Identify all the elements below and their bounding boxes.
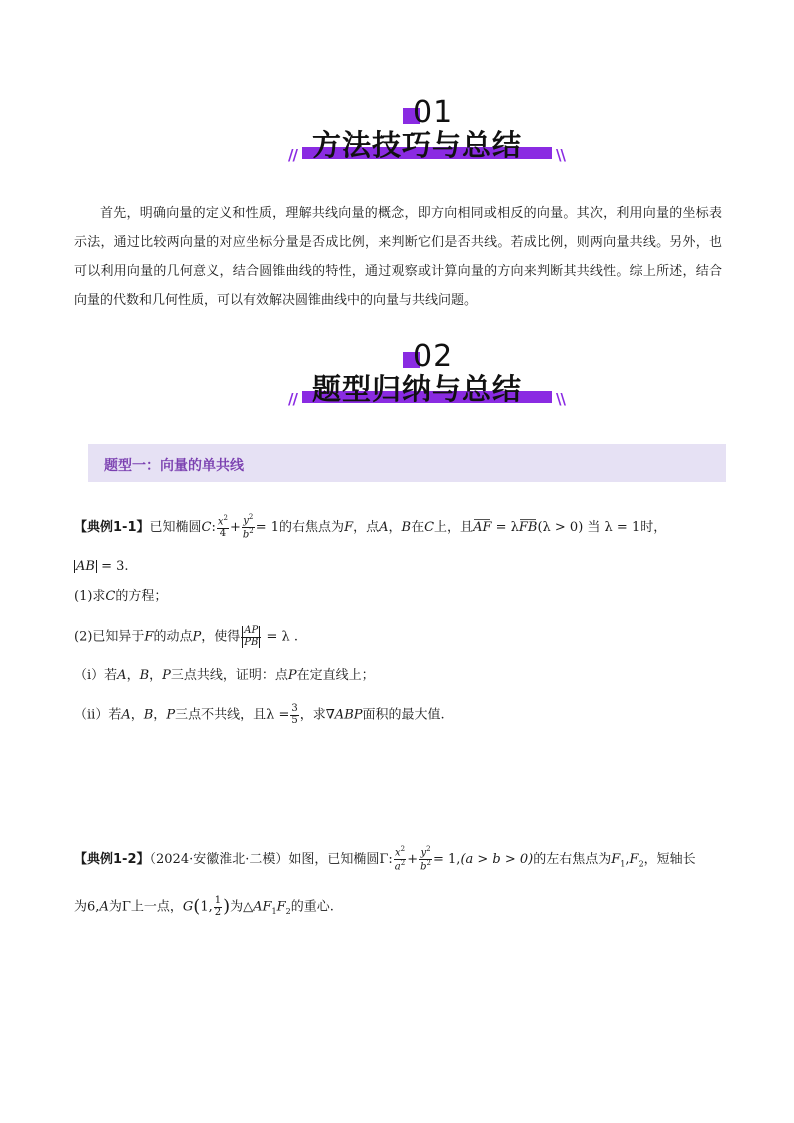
fraction-1-2: $\frac{1}{2}$ — [214, 895, 222, 918]
example1-line2: AB = 3. — [76, 559, 129, 574]
example1-line1: 【典例1-1】已知椭圆C: $\frac{x^2}{4}$ + $\frac{y^2}{b^2}$ = 1的右焦点为F，点A，B在C上，且AF = λFB(λ > 0) 当 λ = 1时， — [74, 513, 667, 541]
intro-paragraph: 首先，明确向量的定义和性质，理解共线向量的概念，即方向相同或相反的向量。其次，利用向量的坐标表示法，通过比较两向量的对应坐标分量是否成比例，来判断它们是否共线。若成比例，则两向量共线。另外，也可以利用向量的几何意义，结合圆锥曲线的特性，通过观察或计算向量的方向来判断其共线性。综上所述，结合向量的代数和几何性质，可以有效解决圆锥曲线中的向量与共线问题。 — [74, 206, 722, 308]
example1-q2: (2)已知异于F的动点P，使得 $\frac{AP}{PB}$ = λ . — [74, 625, 298, 648]
example1-q1: (1)求C的方程； — [74, 589, 168, 604]
section2-number: 02 — [413, 339, 454, 374]
section2-slash-left: // — [288, 390, 297, 408]
section2-slash-right: \\ — [556, 390, 565, 408]
topic1-label: 题型一：向量的单共线 — [104, 458, 244, 474]
section2-title: 题型归纳与总结 — [312, 372, 523, 406]
section1-slash-left: // — [288, 146, 297, 164]
vector-FB: FB — [518, 519, 538, 535]
example2-line2: 为6,A为Γ上一点，G(1, $\frac{1}{2}$ )为$\triangle AF_1F_2$的重心. — [74, 895, 334, 918]
example2-line1: 【典例1-2】（2024·安徽淮北·二模）如图，已知椭圆Γ: $\frac{x^2}{a^2}$ + $\frac{y^2}{b^2}$ = 1,(a > b > 0)的左右焦点为$F_1,F_2$，短轴长 — [74, 845, 696, 873]
example1-sub-i: （i）若A，B，P三点共线，证明：点P在定直线上； — [74, 668, 375, 683]
example1-tag: 【典例1-1】 — [74, 519, 150, 535]
fraction-y2-b2: $\frac{y^2}{b^2}$ — [242, 513, 254, 541]
example2-tag: 【典例1-2】 — [74, 851, 150, 867]
vector-AF: AF — [473, 519, 492, 535]
fraction-AP-PB: $\frac{AP}{PB}$ — [241, 626, 261, 648]
fraction-3-5: $\frac{3}{5}$ — [291, 703, 298, 726]
example1-sub-ii: （ii）若A，B，P三点不共线，且λ = $\frac{3}{5}$ ，求∇ABP面积的最大值. — [74, 703, 445, 726]
abs-AB: AB — [76, 559, 95, 574]
section1-number: 01 — [413, 95, 454, 130]
section1-title: 方法技巧与总结 — [312, 128, 523, 162]
fraction-y2-b2-2: $\frac{y^2}{b^2}$ — [420, 845, 431, 873]
fraction-x2-4: $\frac{x^2}{4}$ — [217, 514, 228, 539]
fraction-x2-a2: $\frac{x^2}{a^2}$ — [394, 845, 406, 873]
section1-slash-right: \\ — [556, 146, 565, 164]
